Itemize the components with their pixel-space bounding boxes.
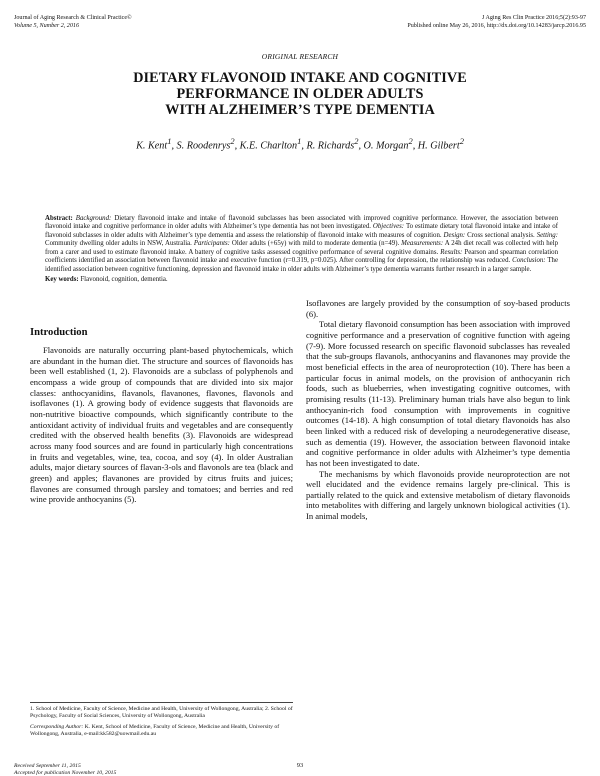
measurements-label: Measurements: [401,240,444,248]
setting-label: Setting: [536,231,558,239]
title-line: DIETARY FLAVONOID INTAKE AND COGNITIVE [133,70,467,86]
background-label: Background: [75,215,112,222]
right-column [306,298,570,522]
author-name: K.E. Charlton [239,140,298,152]
author-name: K. Kent [136,140,168,152]
dates [14,763,214,776]
title-line: WITH ALZHEIMER’S TYPE DEMENTIA [165,102,435,119]
body-paragraph: The mechanisms by which flavonoids provide neuroprotection are not well elucidated and the evidence remains largely pre-clinical. This is partially related to the quick and extensive metabolism of dietary flavonoids into metabolites with differing and largely unknown biological activities (1). In animal models, [306,468,570,522]
body-paragraph: Total dietary flavonoid consumption has been association with improved cognitive performance and a preservation of cognitive function with ageing (7-9). More focussed research on specific flavonoid subclasses has revealed that the sub-groups flavanols, anthocyanins and flavanones may provide the most beneficial effects in the area of neuroprotection (10). There has been a particular focus in animal models, on the provision of anthocyanin rich foods, such as blueberries, when investigating cognitive outcomes, with promising results (11-13). Preliminary human trials have also begun to link anthocyanin-rich food consumption with improvements in cognitive outcomes (14-18). A high consumption of total dietary flavonoids has also been linked with a reduced risk of developing a neurodegenerative disease, such as dementia (19). However, the association between flavonoid intake and cognitive performance in older adults with Alzheimer’s type dementia has not been investigated to date. [306,319,570,468]
abstract-setting: Community dwelling older adults in NSW, Australia. [45,240,192,248]
author-affiliation-mark: 1 [167,136,172,146]
author-name: S. Roodenrys [176,140,231,152]
abstract-label: Abstract: [45,215,73,222]
page-number: 93 [296,762,304,769]
abstract-measurements: A 24h diet recall was collected with help from a carer and used to estimate flavonoid intake. A battery of cognitive tasks assessed cognitive performance of several cognitive domains. [45,240,559,256]
keywords-label: Key words: [45,276,79,283]
author-name: O. Morgan [363,140,409,152]
corresponding-text: K. Kent, School of Medicine, Faculty of Science, Medicine and Health, University of Wollongong, Australia, e-mail:kk582@uowmail.edu.au [30,724,280,737]
corresponding-label: Corresponding Author: [30,724,84,730]
journal-header [14,15,304,30]
abstract-conclusion: The identified association between cognitive functioning, depression and flavonoid intake in older adults with Alzheimer’s type dementia warrants further research in a larger sample. [45,257,558,273]
body-paragraph: Flavonoids are naturally occurring plant-based phytochemicals, which are abundant in the human diet. The structure and sources of flavonoids has been well established (1, 2). Flavonoids are a subclass of polyphenols and encompass a wide group of compounds that are divided into six major classes: anthocyanidins, flavanols, flavanones, flavones, flavonols and isoflavones (1). A growing body of evidence suggests that flavonoids are non-nutritive bioactive compounds, which significantly contribute to the antioxidant activity of individual fruits and vegetables and are consequently credited with the observed health benefits (3). Flavonoids are widespread across many food sources and are found in particularly high concentrations in fruits and vegetables, wine, tea, cocoa, and soy (4). In older Australian adults, major dietary sources of flavan-3-ols and flavonols are tea (black and green) and apples; flavanones are provided by citrus fruits and juices; flavones are consumed through parsley and tomatoes; and berries and red wine provide anthocyanins (5). [30,345,293,505]
citation-header [286,15,586,30]
journal-name: Journal of Aging Research & Clinical Practice© [14,15,132,21]
abstract-background: Dietary flavonoid intake and intake of flavonoid subclasses has been associated with improved cognitive performance. However, the association between flavonoid intake and cognitive performance in older adults with Alzheimer’s type dementia has not been investigated. [45,215,558,231]
body-paragraph: Isoflavones are largely provided by the consumption of soy-based products (6). [306,298,570,319]
abstract-design: Cross sectional analysis. [467,231,535,239]
results-label: Results: [440,248,463,256]
keywords [45,276,558,284]
received-date: Received September 11, 2015 [14,763,81,769]
objectives-label: Objectives: [372,223,405,231]
author-affiliation-mark: 2 [230,136,235,146]
keywords-text: Flavonoid, cognition, dementia. [80,276,168,283]
design-label: Design: [443,231,466,239]
corresponding-author [30,724,293,738]
section-type: ORIGINAL RESEARCH [261,52,339,61]
title-line: PERFORMANCE IN OLDER ADULTS [176,86,424,103]
author-affiliation-mark: 1 [297,136,302,146]
citation: J Aging Res Clin Practice 2016;5(2):93-97 [481,15,586,21]
author-name: H. Gilbert [417,140,460,152]
abstract-results: Pearson and spearman correlation coefficients identified an association between flavonoid intake and executive function (r=0.319, p=0.025). After controlling for depression, the relationship was reduced. [45,248,558,265]
author-affiliation-mark: 2 [459,136,464,146]
article-title [40,70,560,119]
left-column [30,327,293,505]
participants-label: Participants: [193,240,230,248]
accepted-date: Accepted for publication November 10, 2015 [14,769,117,776]
section-heading: Introduction [30,327,88,338]
footnotes [30,702,293,738]
affiliations: 1. School of Medicine, Faculty of Science, Medicine and Health, University of Wollongong, Australia; 2. School of Psychology, Faculty of Social Sciences, University of Wollongong, Australia [30,706,293,719]
abstract-objectives: To estimate dietary total flavonoid intake and intake of flavonoid subclasses in older adults with Alzheimer’s type dementia and assess the relationship of flavonoid intake with measures of cognition. [45,223,558,239]
author-affiliation-mark: 2 [408,136,413,146]
published-line: Published online May 26, 2016, http://dx.doi.org/10.14283/jarcp.2016.95 [407,22,586,29]
abstract [45,215,558,274]
author-name: R. Richards [306,140,355,152]
conclusion-label: Conclusion: [512,257,546,265]
author-list: K. Kent$^1$, S. Roodenrys$^2$, K.E. Charlton$^1$, R. Richards$^2$, O. Morgan$^2$, H. Gilbert$^2$ [136,136,464,152]
author-affiliation-mark: 2 [354,136,359,146]
journal-volume: Volume 5, Number 2, 2016 [14,22,79,29]
abstract-participants: Older adults (+65y) with mild to moderate dementia (n=49). [231,240,400,248]
